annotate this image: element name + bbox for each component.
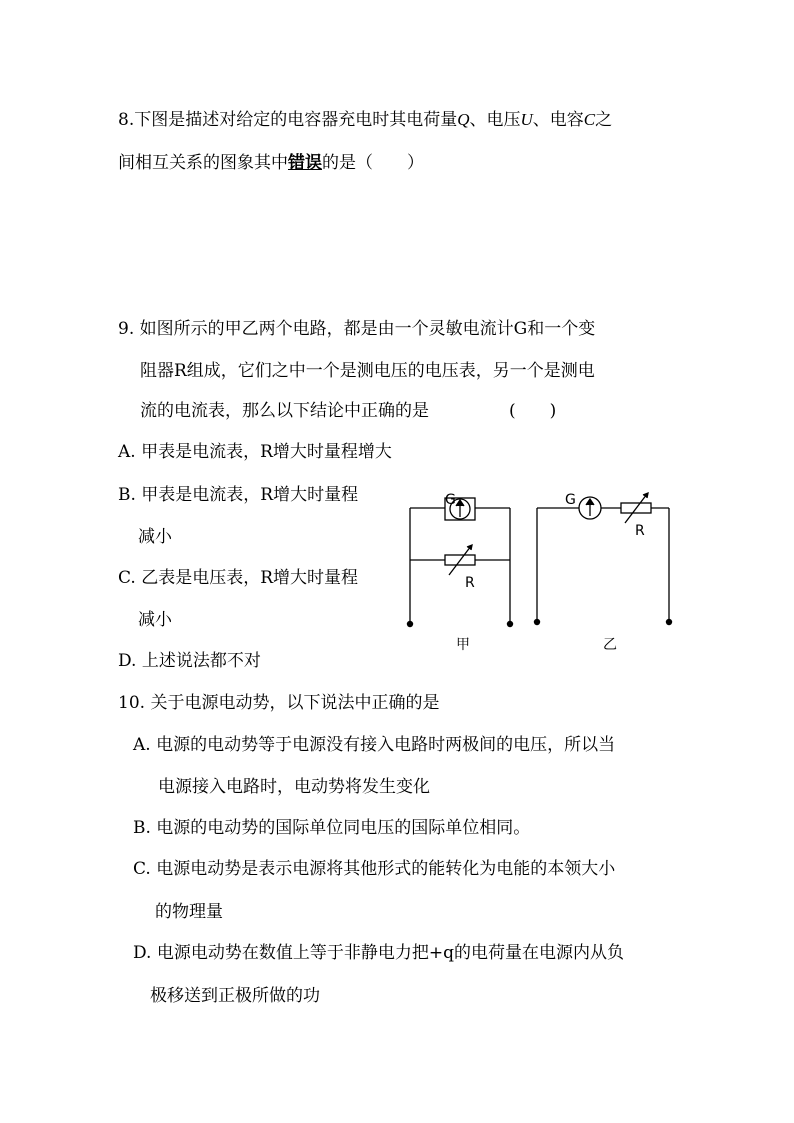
q9-option-b: B. 甲表是电流表，R增大时量程: [118, 485, 359, 505]
q8-sep1: 、电压: [469, 110, 521, 130]
terminal-yi-right: [666, 619, 672, 625]
q9-stem-line-1: 9. 如图所示的甲乙两个电路，都是由一个灵敏电流计G和一个变: [118, 319, 596, 339]
caption-jia: 甲: [456, 637, 470, 653]
q9-stem-line-2: 阻器R组成，它们之中一个是测电压的电压表，另一个是测电: [140, 361, 595, 381]
circuit-figure: [395, 478, 685, 658]
r-label-jia: R: [465, 575, 475, 591]
q8-answer-paren: 的是（ ）: [322, 153, 424, 173]
var-u: U: [520, 110, 533, 129]
q9-option-b-cont: 减小: [138, 527, 172, 547]
g-label-yi: G: [565, 492, 576, 508]
q8-text-end: 之: [595, 110, 613, 130]
q10-option-c-cont: 的物理量: [155, 902, 223, 922]
caption-yi: 乙: [603, 637, 617, 653]
q8-sep2: 、电容: [532, 110, 584, 130]
var-q: Q: [457, 110, 470, 129]
q8-text: 8.下图是描述对给定的电容器充电时其电荷量: [118, 110, 458, 130]
q9-option-a: A. 甲表是电流表，R增大时量程增大: [118, 442, 392, 462]
rheostat-jia: [445, 545, 475, 575]
rheostat-yi: [621, 493, 651, 523]
q8-line-2: [118, 152, 424, 174]
q9-stem-line-3: [140, 400, 556, 422]
q10-option-a-cont: 电源接入电路时，电动势将发生变化: [158, 777, 430, 797]
emphasis-wrong: 错误: [288, 153, 322, 173]
q9-stem-text: 流的电流表，那么以下结论中正确的是: [140, 401, 429, 421]
q10-stem: 10. 关于电源电动势，以下说法中正确的是: [118, 693, 440, 713]
g-label-jia: G: [445, 492, 456, 508]
q8-line-1: [118, 109, 612, 131]
terminal-yi-left: [534, 619, 540, 625]
q10-option-b: B. 电源的电动势的国际单位同电压的国际单位相同。: [133, 818, 531, 838]
circuit-yi: [537, 508, 669, 623]
q8-text-2: 间相互关系的图象其中: [118, 153, 288, 173]
galvanometer-yi: [579, 497, 601, 519]
q9-option-c: C. 乙表是电压表，R增大时量程: [118, 568, 359, 588]
q9-option-d: D. 上述说法都不对: [118, 651, 261, 671]
q10-option-a: A. 电源的电动势等于电源没有接入电路时两极间的电压，所以当: [133, 735, 616, 755]
q9-answer-paren: ( ): [509, 401, 557, 421]
q9-option-c-cont: 减小: [138, 610, 172, 630]
r-label-yi: R: [635, 523, 645, 539]
terminal-jia-right: [507, 621, 513, 627]
var-c: C: [583, 110, 596, 129]
q10-option-c: C. 电源电动势是表示电源将其他形式的能转化为电能的本领大小: [133, 859, 616, 879]
q10-option-d: D. 电源电动势在数值上等于非静电力把+q的电荷量在电源内从负: [133, 943, 624, 963]
terminal-jia-left: [407, 621, 413, 627]
q10-option-d-cont: 极移送到正极所做的功: [150, 986, 320, 1006]
